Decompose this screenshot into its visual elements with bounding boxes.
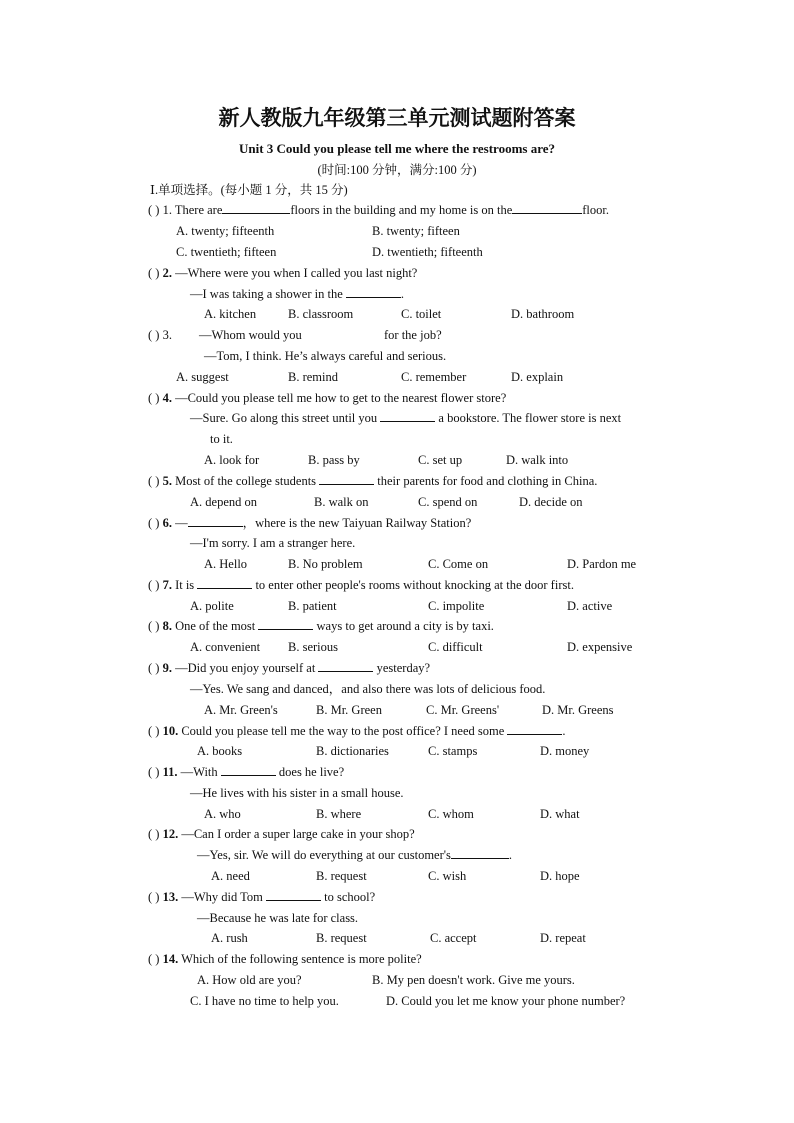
question-13-line-2: —Because he was late for class. [197,911,359,925]
question-number: 3. [162,328,172,342]
option-d: D. Pardon me [567,557,637,571]
question-1: ( ) 1. There are floors in the building and my home is on the floor. [148,203,609,217]
question-3-text: —Whom would you [199,328,302,342]
blank [258,618,313,630]
option-a: A. How old are you? [197,973,302,987]
option-a: A. convenient [190,640,261,654]
answer-paren[interactable]: ( ) [148,328,160,342]
question-number: 2. [162,266,172,280]
option-d: D. repeat [540,931,586,945]
option-d: D. decide on [519,495,583,509]
question-12: ( ) 12. —Can I order a super large cake in your shop? [148,827,415,841]
question-3-text-end: for the job? [384,328,442,342]
blank [221,764,276,776]
question-11-line-2: —He lives with his sister in a small house. [190,786,404,800]
question-8: ( ) 8. One of the most ways to get around a city is by taxi. [148,619,494,633]
question-11: ( ) 11. —With does he live? [148,765,345,779]
option-d: D. explain [511,370,564,384]
answer-paren[interactable]: ( ) [148,724,160,738]
answer-paren[interactable]: ( ) [148,661,160,675]
page-title: 新人教版九年级第三单元测试题附答案 [218,106,576,130]
option-b: B. classroom [288,307,354,321]
question-number: 14. [162,952,179,966]
answer-paren[interactable]: ( ) [148,391,160,405]
question-number: 7. [162,578,172,592]
option-c: C. difficult [428,640,483,654]
option-c: C. impolite [428,599,485,613]
question-3 [148,327,172,343]
blank [451,847,509,859]
question-3-line-2: —Tom, I think. He’s always careful and serious. [204,349,447,363]
answer-paren[interactable]: ( ) [148,474,160,488]
option-a: A. who [204,807,241,821]
blank [318,660,373,672]
question-7: ( ) 7. It is to enter other people's rooms without knocking at the door first. [148,578,574,592]
question-2: ( ) 2. —Where were you when I called you last night? [148,266,418,280]
option-b: B. patient [288,599,337,613]
question-number: 8. [162,619,172,633]
question-14: ( ) 14. Which of the following sentence is more polite? [148,952,422,966]
question-4: ( ) 4. —Could you please tell me how to get to the nearest flower store? [148,391,507,405]
option-c: C. twentieth; fifteen [176,245,277,259]
question-12-line-2: —Yes, sir. We will do everything at our customer's . [197,848,513,862]
option-b: B. My pen doesn't work. Give me yours. [372,973,575,987]
option-d: D. what [540,807,580,821]
blank [188,515,243,527]
answer-paren[interactable]: ( ) [148,619,160,633]
unit-subtitle: Unit 3 Could you please tell me where the restrooms are? [238,141,556,156]
time-info: (时间:100 分钟，满分:100 分) [317,163,477,177]
answer-paren[interactable]: ( ) [148,890,160,904]
question-6: ( ) 6. — ，where is the new Taiyuan Railway Station? [148,516,472,530]
section-heading: Ⅰ.单项选择。(每小题 1 分，共 15 分) [150,183,348,197]
option-a: A. polite [190,599,234,613]
question-number: 9. [162,661,172,675]
blank [507,723,562,735]
option-a: A. books [197,744,243,758]
question-4-line-2: —Sure. Go along this street until you a bookstore. The flower store is next [190,411,622,425]
answer-paren[interactable]: ( ) [148,765,160,779]
option-d: D. expensive [567,640,633,654]
question-9: ( ) 9. —Did you enjoy yourself at yesterday? [148,661,431,675]
blank [512,202,582,214]
answer-paren[interactable]: ( ) [148,203,160,217]
question-4-line-3: to it. [210,432,233,446]
question-number: 13. [162,890,179,904]
option-b: B. Mr. Green [316,703,382,717]
blank [266,889,321,901]
option-c: C. I have no time to help you. [190,994,339,1008]
option-b: B. remind [288,370,338,384]
option-a: A. Mr. Green's [204,703,278,717]
option-a: A. look for [204,453,260,467]
question-2-line-2: —I was taking a shower in the . [190,287,404,301]
option-d: D. money [540,744,590,758]
option-c: C. remember [401,370,467,384]
answer-paren[interactable]: ( ) [148,952,160,966]
question-6-line-2: —I'm sorry. I am a stranger here. [190,536,356,550]
option-a: A. suggest [176,370,229,384]
option-b: B. where [316,807,362,821]
option-c: C. toilet [401,307,442,321]
option-c: C. accept [430,931,477,945]
option-b: B. serious [288,640,338,654]
option-b: B. twenty; fifteen [372,224,460,238]
option-c: C. stamps [428,744,478,758]
blank [197,577,252,589]
question-9-line-2: —Yes. We sang and danced，and also there was lots of delicious food. [190,682,546,696]
option-b: B. pass by [308,453,360,467]
option-c: C. Come on [428,557,489,571]
blank [346,286,401,298]
blank [380,410,435,422]
question-number: 12. [162,827,179,841]
question-10: ( ) 10. Could you please tell me the way to the post office? I need some . [148,724,566,738]
option-a: A. depend on [190,495,257,509]
option-d: D. Could you let me know your phone number? [386,994,626,1008]
question-number: 10. [162,724,179,738]
option-a: A. rush [211,931,248,945]
question-number: 6. [162,516,172,530]
answer-paren[interactable]: ( ) [148,266,160,280]
option-c: C. wish [428,869,467,883]
answer-paren[interactable]: ( ) [148,827,160,841]
question-number: 1. [162,203,172,217]
option-d: D. walk into [506,453,569,467]
option-b: B. walk on [314,495,369,509]
question-number: 5. [162,474,172,488]
option-d: D. Mr. Greens [542,703,614,717]
answer-paren[interactable]: ( ) [148,516,160,530]
blank [222,202,290,214]
option-d: D. twentieth; fifteenth [372,245,483,259]
option-d: D. hope [540,869,580,883]
option-c: C. set up [418,453,463,467]
question-number: 11. [162,765,178,779]
question-13: ( ) 13. —Why did Tom to school? [148,890,376,904]
question-5: ( ) 5. Most of the college students their parents for food and clothing in China. [148,474,598,488]
question-number: 4. [162,391,172,405]
option-a: A. Hello [204,557,248,571]
option-c: C. spend on [418,495,478,509]
option-b: B. No problem [288,557,363,571]
option-a: A. kitchen [204,307,257,321]
option-b: B. request [316,931,367,945]
option-a: A. need [211,869,250,883]
option-a: A. twenty; fifteenth [176,224,275,238]
blank [319,473,374,485]
answer-paren[interactable]: ( ) [148,578,160,592]
option-c: C. Mr. Greens' [426,703,500,717]
option-d: D. bathroom [511,307,575,321]
option-d: D. active [567,599,613,613]
option-c: C. whom [428,807,474,821]
option-b: B. dictionaries [316,744,389,758]
option-b: B. request [316,869,367,883]
